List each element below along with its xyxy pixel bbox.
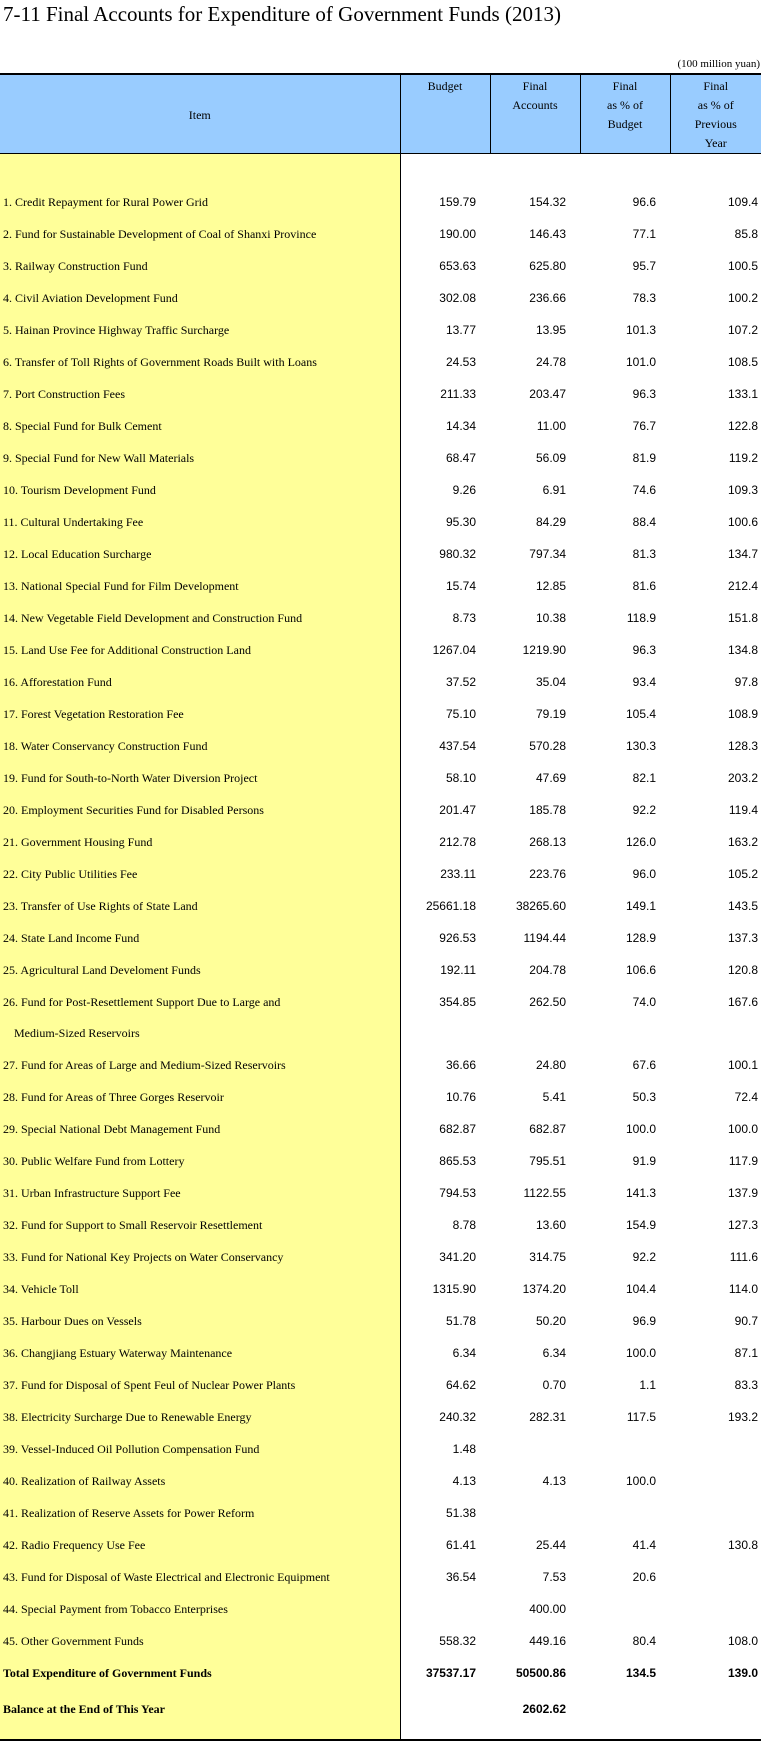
- row-pct-budget-value: 126.0: [625, 835, 656, 849]
- row-pct-budget-value: [580, 1497, 670, 1529]
- row-item-label: 26. Fund for Post-Resettlement Support Due to Large and: [0, 986, 400, 1018]
- row-pct-previous-value: [670, 1018, 761, 1049]
- row-item-label: 7. Port Construction Fees: [0, 378, 400, 410]
- row-pct-previous-value: 128.3: [727, 739, 758, 753]
- row-budget-value: 8.73: [452, 611, 476, 625]
- row-pct-previous-value: 108.9: [727, 707, 758, 721]
- table-row: [0, 282, 761, 314]
- row-pct-budget-value: 91.9: [632, 1154, 656, 1168]
- row-pct-budget-value: 77.1: [632, 227, 656, 241]
- row-pct-previous-value: 100.5: [727, 259, 758, 273]
- row-item-label: 4. Civil Aviation Development Fund: [0, 282, 400, 314]
- row-final-value: 268.13: [529, 835, 566, 849]
- row-budget-value: 4.13: [452, 1474, 476, 1488]
- row-pct-previous-value: 203.2: [727, 771, 758, 785]
- row-pct-budget-value: 130.3: [625, 739, 656, 753]
- row-pct-budget-value: 92.2: [632, 803, 656, 817]
- row-item-label: 41. Realization of Reserve Assets for Power Reform: [0, 1497, 400, 1529]
- row-pct-budget-value: 128.9: [625, 931, 656, 945]
- row-final-value: 146.43: [529, 227, 566, 241]
- table-row: [0, 922, 761, 954]
- row-final-value: 50.20: [535, 1314, 566, 1328]
- row-budget-value: 9.26: [452, 483, 476, 497]
- row-pct-previous-value: 119.2: [728, 451, 758, 465]
- row-pct-budget-value: 95.7: [632, 259, 656, 273]
- row-final-value: 13.95: [535, 323, 566, 337]
- row-pct-previous-value: 137.3: [727, 931, 758, 945]
- row-budget-value: 64.62: [445, 1378, 476, 1392]
- row-pct-previous-value: 130.8: [727, 1538, 758, 1552]
- row-budget-value: [400, 1689, 490, 1740]
- row-item-label: 32. Fund for Support to Small Reservoir Resettlement: [0, 1209, 400, 1241]
- row-pct-budget-value: 96.0: [632, 867, 656, 881]
- table-row: [0, 1241, 761, 1273]
- row-item-label: 42. Radio Frequency Use Fee: [0, 1529, 400, 1561]
- row-item-label: 1. Credit Repayment for Rural Power Grid: [0, 186, 400, 218]
- table-row: [0, 1145, 761, 1177]
- row-pct-previous-value: 193.2: [727, 1410, 758, 1424]
- row-pct-previous-value: 120.8: [727, 963, 758, 977]
- row-pct-previous-value: 151.8: [727, 611, 758, 625]
- row-pct-previous-value: [670, 1593, 761, 1625]
- row-item-label: 43. Fund for Disposal of Waste Electrical and Electronic Equipment: [0, 1561, 400, 1593]
- header-final-accounts: Final Accounts: [490, 74, 580, 154]
- row-budget-value: 192.11: [440, 963, 476, 977]
- row-item-label: 28. Fund for Areas of Three Gorges Reservoir: [0, 1081, 400, 1113]
- row-item-label: Balance at the End of This Year: [0, 1689, 400, 1740]
- row-budget-value: 61.41: [445, 1538, 476, 1552]
- row-pct-budget-value: 20.6: [632, 1570, 656, 1584]
- total-row: [0, 1657, 761, 1689]
- row-pct-budget-value: 67.6: [632, 1058, 656, 1072]
- table-row: [0, 218, 761, 250]
- row-item-label: 16. Afforestation Fund: [0, 666, 400, 698]
- row-item-label: 24. State Land Income Fund: [0, 922, 400, 954]
- row-final-value: 7.53: [542, 1570, 566, 1584]
- row-pct-previous-value: 109.4: [727, 195, 758, 209]
- row-final-value: 154.32: [529, 195, 566, 209]
- row-budget-value: 25661.18: [425, 899, 476, 913]
- table-row: [0, 570, 761, 602]
- row-final-value: 11.00: [536, 419, 566, 433]
- row-item-label: 6. Transfer of Toll Rights of Government Roads Built with Loans: [0, 346, 400, 378]
- row-budget-value: 558.32: [439, 1634, 476, 1648]
- row-budget-value: 682.87: [439, 1122, 476, 1136]
- header-budget: Budget: [400, 74, 490, 154]
- row-item-label: 11. Cultural Undertaking Fee: [0, 506, 400, 538]
- row-item-label: 15. Land Use Fee for Additional Construction Land: [0, 634, 400, 666]
- row-budget-value: 36.54: [445, 1570, 476, 1584]
- table-row: [0, 1465, 761, 1497]
- row-pct-budget-value: 100.0: [625, 1122, 656, 1136]
- table-row: [0, 634, 761, 666]
- row-final-value: 6.91: [542, 483, 566, 497]
- table-row: [0, 314, 761, 346]
- row-final-value: 203.47: [529, 387, 566, 401]
- row-pct-budget-value: 104.4: [625, 1282, 656, 1296]
- row-pct-previous-value: 100.6: [727, 515, 758, 529]
- row-final-value: 262.50: [529, 995, 566, 1009]
- row-budget-value: 212.78: [439, 835, 476, 849]
- row-pct-previous-value: 100.1: [727, 1058, 758, 1072]
- row-budget-value: 24.53: [445, 355, 476, 369]
- row-budget-value: 1315.90: [432, 1282, 476, 1296]
- row-pct-previous-value: 163.2: [727, 835, 758, 849]
- table-row: [0, 890, 761, 922]
- row-final-value: 1374.20: [522, 1282, 566, 1296]
- table-row: [0, 250, 761, 282]
- row-pct-previous-value: 127.3: [727, 1218, 758, 1232]
- row-pct-budget-value: 93.4: [632, 675, 656, 689]
- row-pct-previous-value: 167.6: [727, 995, 758, 1009]
- row-final-value: 24.80: [535, 1058, 566, 1072]
- row-final-value: 449.16: [529, 1634, 566, 1648]
- row-item-label: 8. Special Fund for Bulk Cement: [0, 410, 400, 442]
- row-pct-budget-value: 41.4: [632, 1538, 656, 1552]
- table-row: [0, 698, 761, 730]
- row-final-value: 795.51: [529, 1154, 566, 1168]
- row-final-value: 24.78: [535, 355, 566, 369]
- row-budget-value: [400, 1593, 490, 1625]
- row-pct-previous-value: 139.0: [727, 1666, 758, 1680]
- row-budget-value: 926.53: [439, 931, 476, 945]
- row-pct-previous-value: 143.5: [727, 899, 758, 913]
- row-final-value: 12.85: [535, 579, 566, 593]
- row-budget-value: 6.34: [452, 1346, 476, 1360]
- table-row: [0, 762, 761, 794]
- row-final-value: 1219.90: [522, 643, 566, 657]
- row-item-label: 30. Public Welfare Fund from Lottery: [0, 1145, 400, 1177]
- row-pct-previous-value: 108.5: [727, 355, 758, 369]
- row-final-value: 570.28: [529, 739, 566, 753]
- row-pct-budget-value: 74.6: [632, 483, 656, 497]
- row-pct-previous-value: 212.4: [727, 579, 758, 593]
- row-pct-budget-value: 134.5: [625, 1666, 656, 1680]
- table-row: [0, 1177, 761, 1209]
- row-final-value: 35.04: [535, 675, 566, 689]
- row-pct-previous-value: [670, 1497, 761, 1529]
- row-item-label: 39. Vessel-Induced Oil Pollution Compensation Fund: [0, 1433, 400, 1465]
- row-final-value: 625.80: [529, 259, 566, 273]
- row-pct-budget-value: 76.7: [632, 419, 656, 433]
- row-pct-budget-value: 149.1: [625, 899, 656, 913]
- table-row: [0, 1497, 761, 1529]
- row-final-value: 56.09: [535, 451, 566, 465]
- row-pct-budget-value: 96.6: [632, 195, 656, 209]
- row-budget-value: 341.20: [439, 1250, 476, 1264]
- row-pct-budget-value: 117.5: [626, 1410, 656, 1424]
- row-budget-value: 1.48: [452, 1442, 476, 1456]
- row-final-value: 223.76: [529, 867, 566, 881]
- row-pct-previous-value: 100.2: [727, 291, 758, 305]
- row-budget-value: 437.54: [439, 739, 476, 753]
- row-final-value: 1194.44: [523, 931, 566, 945]
- row-pct-previous-value: [670, 1465, 761, 1497]
- row-pct-budget-value: 80.4: [632, 1634, 656, 1648]
- row-item-label: 3. Railway Construction Fund: [0, 250, 400, 282]
- table-row: [0, 602, 761, 634]
- row-pct-previous-value: 107.2: [727, 323, 758, 337]
- row-pct-previous-value: 111.6: [729, 1250, 758, 1264]
- row-pct-previous-value: 137.9: [727, 1186, 758, 1200]
- table-row: [0, 538, 761, 570]
- row-final-value: 0.70: [542, 1378, 566, 1392]
- row-final-value: 5.41: [542, 1090, 566, 1104]
- row-final-value: 4.13: [542, 1474, 566, 1488]
- row-budget-value: 302.08: [439, 291, 476, 305]
- row-budget-value: 201.47: [439, 803, 476, 817]
- row-pct-previous-value: 97.8: [734, 675, 758, 689]
- table-row: [0, 474, 761, 506]
- row-pct-budget-value: 96.3: [632, 387, 656, 401]
- table-row: [0, 1273, 761, 1305]
- row-pct-budget-value: 81.6: [632, 579, 656, 593]
- table-row: [0, 1369, 761, 1401]
- row-pct-budget-value: 154.9: [625, 1218, 656, 1232]
- row-final-value: 10.38: [535, 611, 566, 625]
- row-final-value: [490, 1497, 580, 1529]
- row-pct-budget-value: 50.3: [632, 1090, 656, 1104]
- row-final-value: 13.60: [535, 1218, 566, 1232]
- row-pct-previous-value: 122.8: [727, 419, 758, 433]
- table-row: [0, 1113, 761, 1145]
- row-pct-budget-value: 92.2: [632, 1250, 656, 1264]
- row-final-value: 1122.55: [523, 1186, 566, 1200]
- row-pct-previous-value: 105.2: [727, 867, 758, 881]
- table-row: [0, 794, 761, 826]
- row-budget-value: 240.32: [439, 1410, 476, 1424]
- row-budget-value: 233.11: [440, 867, 476, 881]
- row-pct-previous-value: 117.9: [728, 1154, 758, 1168]
- row-item-label: 2. Fund for Sustainable Development of Coal of Shanxi Province: [0, 218, 400, 250]
- row-budget-value: 51.38: [445, 1506, 476, 1520]
- row-item-label: 20. Employment Securities Fund for Disabled Persons: [0, 794, 400, 826]
- table-row: [0, 1433, 761, 1465]
- row-final-value: 38265.60: [515, 899, 566, 913]
- row-final-value: 204.78: [529, 963, 566, 977]
- row-final-value: 682.87: [529, 1122, 566, 1136]
- header-final-pct-budget: Final as % of Budget: [580, 74, 670, 154]
- row-item-label: 44. Special Payment from Tobacco Enterprises: [0, 1593, 400, 1625]
- table-row: [0, 986, 761, 1018]
- row-item-label: 10. Tourism Development Fund: [0, 474, 400, 506]
- row-pct-previous-value: 100.0: [727, 1122, 758, 1136]
- row-pct-previous-value: 87.1: [734, 1346, 758, 1360]
- row-pct-budget-value: 100.0: [625, 1346, 656, 1360]
- table-row: [0, 730, 761, 762]
- row-item-label: 45. Other Government Funds: [0, 1625, 400, 1657]
- row-final-value: 282.31: [529, 1410, 566, 1424]
- table-row: [0, 1049, 761, 1081]
- row-budget-value: 653.63: [439, 259, 476, 273]
- row-pct-budget-value: 141.3: [625, 1186, 656, 1200]
- row-item-label: Total Expenditure of Government Funds: [0, 1657, 400, 1689]
- row-item-label: 5. Hainan Province Highway Traffic Surcharge: [0, 314, 400, 346]
- row-pct-budget-value: 74.0: [632, 995, 656, 1009]
- row-pct-previous-value: 134.8: [727, 643, 758, 657]
- row-final-value: [490, 1018, 580, 1049]
- row-pct-previous-value: 85.8: [734, 227, 758, 241]
- row-item-label: 19. Fund for South-to-North Water Diversion Project: [0, 762, 400, 794]
- row-budget-value: 68.47: [445, 451, 476, 465]
- row-pct-budget-value: 105.4: [625, 707, 656, 721]
- row-final-value: [490, 1433, 580, 1465]
- row-pct-budget-value: [580, 1593, 670, 1625]
- table-row: [0, 506, 761, 538]
- row-pct-budget-value: 1.1: [639, 1378, 656, 1392]
- table-row: [0, 666, 761, 698]
- row-item-label: 35. Harbour Dues on Vessels: [0, 1305, 400, 1337]
- row-budget-value: 15.74: [445, 579, 476, 593]
- row-pct-budget-value: 81.3: [632, 547, 656, 561]
- row-budget-value: 354.85: [439, 995, 476, 1009]
- row-budget-value: 95.30: [445, 515, 476, 529]
- row-pct-previous-value: [670, 1561, 761, 1593]
- row-item-label: 37. Fund for Disposal of Spent Feul of Nuclear Power Plants: [0, 1369, 400, 1401]
- header-item: Item: [0, 74, 400, 154]
- row-pct-previous-value: 83.3: [734, 1378, 758, 1392]
- row-budget-value: 159.79: [439, 195, 476, 209]
- row-budget-value: 75.10: [445, 707, 476, 721]
- row-pct-previous-value: [670, 1689, 761, 1740]
- row-budget-value: 37537.17: [425, 1666, 476, 1680]
- row-pct-previous-value: 108.0: [727, 1634, 758, 1648]
- row-final-value: 84.29: [535, 515, 566, 529]
- row-pct-previous-value: [670, 1433, 761, 1465]
- row-final-value: 25.44: [535, 1538, 566, 1552]
- row-item-label: 22. City Public Utilities Fee: [0, 858, 400, 890]
- table-row: [0, 1625, 761, 1657]
- page-title: 7-11 Final Accounts for Expenditure of Government Funds (2013): [3, 2, 561, 26]
- row-budget-value: 980.32: [439, 547, 476, 561]
- table-row: [0, 954, 761, 986]
- row-pct-budget-value: 106.6: [625, 963, 656, 977]
- row-budget-value: 190.00: [439, 227, 476, 241]
- row-pct-budget-value: 101.3: [625, 323, 656, 337]
- row-pct-previous-value: 114.0: [728, 1282, 758, 1296]
- row-budget-value: 794.53: [439, 1186, 476, 1200]
- row-pct-budget-value: [580, 1689, 670, 1740]
- row-final-value: 2602.62: [490, 1689, 580, 1740]
- row-pct-budget-value: 78.3: [632, 291, 656, 305]
- table-row: [0, 410, 761, 442]
- row-budget-value: 8.78: [452, 1218, 476, 1232]
- row-pct-previous-value: 90.7: [734, 1314, 758, 1328]
- table-row: [0, 826, 761, 858]
- row-budget-value: 211.33: [440, 387, 476, 401]
- row-pct-previous-value: 133.1: [727, 387, 758, 401]
- header-row: [0, 74, 761, 154]
- row-item-label: 38. Electricity Surcharge Due to Renewable Energy: [0, 1401, 400, 1433]
- row-pct-budget-value: [580, 1433, 670, 1465]
- total-row: [0, 1689, 761, 1740]
- table-row: [0, 1081, 761, 1113]
- row-pct-budget-value: 118.9: [626, 611, 656, 625]
- table-row-continuation: [0, 1018, 761, 1049]
- row-item-label: 21. Government Housing Fund: [0, 826, 400, 858]
- row-pct-previous-value: 109.3: [727, 483, 758, 497]
- row-final-value: 185.78: [529, 803, 566, 817]
- row-item-label: 27. Fund for Areas of Large and Medium-Sized Reservoirs: [0, 1049, 400, 1081]
- row-pct-budget-value: 81.9: [632, 451, 656, 465]
- row-item-label: Medium-Sized Reservoirs: [0, 1018, 400, 1049]
- row-budget-value: 1267.04: [432, 643, 476, 657]
- header-final-pct-previous-year: Final as % of Previous Year: [670, 74, 761, 154]
- row-budget-value: 37.52: [445, 675, 476, 689]
- row-budget-value: 58.10: [445, 771, 476, 785]
- row-final-value: 47.69: [535, 771, 566, 785]
- table-row: [0, 1561, 761, 1593]
- row-final-value: 400.00: [529, 1602, 566, 1616]
- table-row: [0, 346, 761, 378]
- row-pct-budget-value: 101.0: [625, 355, 656, 369]
- table-row: [0, 1337, 761, 1369]
- row-item-label: 18. Water Conservancy Construction Fund: [0, 730, 400, 762]
- row-item-label: 34. Vehicle Toll: [0, 1273, 400, 1305]
- row-item-label: 25. Agricultural Land Develoment Funds: [0, 954, 400, 986]
- table-row: [0, 1529, 761, 1561]
- row-item-label: 13. National Special Fund for Film Development: [0, 570, 400, 602]
- row-pct-previous-value: 72.4: [734, 1090, 758, 1104]
- row-pct-budget-value: 96.3: [632, 643, 656, 657]
- row-item-label: 36. Changjiang Estuary Waterway Maintenance: [0, 1337, 400, 1369]
- row-item-label: 40. Realization of Railway Assets: [0, 1465, 400, 1497]
- row-budget-value: 865.53: [439, 1154, 476, 1168]
- table-row: [0, 1305, 761, 1337]
- row-final-value: 797.34: [529, 547, 566, 561]
- table-row: [0, 186, 761, 218]
- table-row: [0, 442, 761, 474]
- spacer-row: [0, 154, 761, 187]
- row-budget-value: 10.76: [445, 1090, 476, 1104]
- row-pct-previous-value: 134.7: [727, 547, 758, 561]
- row-final-value: 79.19: [535, 707, 566, 721]
- row-final-value: 314.75: [529, 1250, 566, 1264]
- table-row: [0, 1209, 761, 1241]
- row-budget-value: 51.78: [445, 1314, 476, 1328]
- row-pct-budget-value: [580, 1018, 670, 1049]
- row-item-label: 31. Urban Infrastructure Support Fee: [0, 1177, 400, 1209]
- table-row: [0, 858, 761, 890]
- row-item-label: 23. Transfer of Use Rights of State Land: [0, 890, 400, 922]
- row-item-label: 14. New Vegetable Field Development and Construction Fund: [0, 602, 400, 634]
- row-item-label: 9. Special Fund for New Wall Materials: [0, 442, 400, 474]
- table-row: [0, 1401, 761, 1433]
- row-final-value: 6.34: [542, 1346, 566, 1360]
- table-row: [0, 1593, 761, 1625]
- row-pct-budget-value: 100.0: [625, 1474, 656, 1488]
- row-pct-budget-value: 96.9: [632, 1314, 656, 1328]
- row-budget-value: 14.34: [445, 419, 476, 433]
- row-final-value: 236.66: [529, 291, 566, 305]
- row-budget-value: 13.77: [445, 323, 476, 337]
- row-item-label: 17. Forest Vegetation Restoration Fee: [0, 698, 400, 730]
- row-pct-previous-value: 119.4: [728, 803, 758, 817]
- row-final-value: 50500.86: [515, 1666, 566, 1680]
- row-budget-value: 36.66: [445, 1058, 476, 1072]
- row-item-label: 33. Fund for National Key Projects on Water Conservancy: [0, 1241, 400, 1273]
- row-pct-budget-value: 82.1: [632, 771, 656, 785]
- row-item-label: 29. Special National Debt Management Fund: [0, 1113, 400, 1145]
- row-item-label: 12. Local Education Surcharge: [0, 538, 400, 570]
- unit-note: (100 million yuan): [677, 58, 760, 70]
- expenditure-table: [0, 73, 761, 1741]
- row-budget-value: [400, 1018, 490, 1049]
- table-row: [0, 378, 761, 410]
- row-pct-budget-value: 88.4: [632, 515, 656, 529]
